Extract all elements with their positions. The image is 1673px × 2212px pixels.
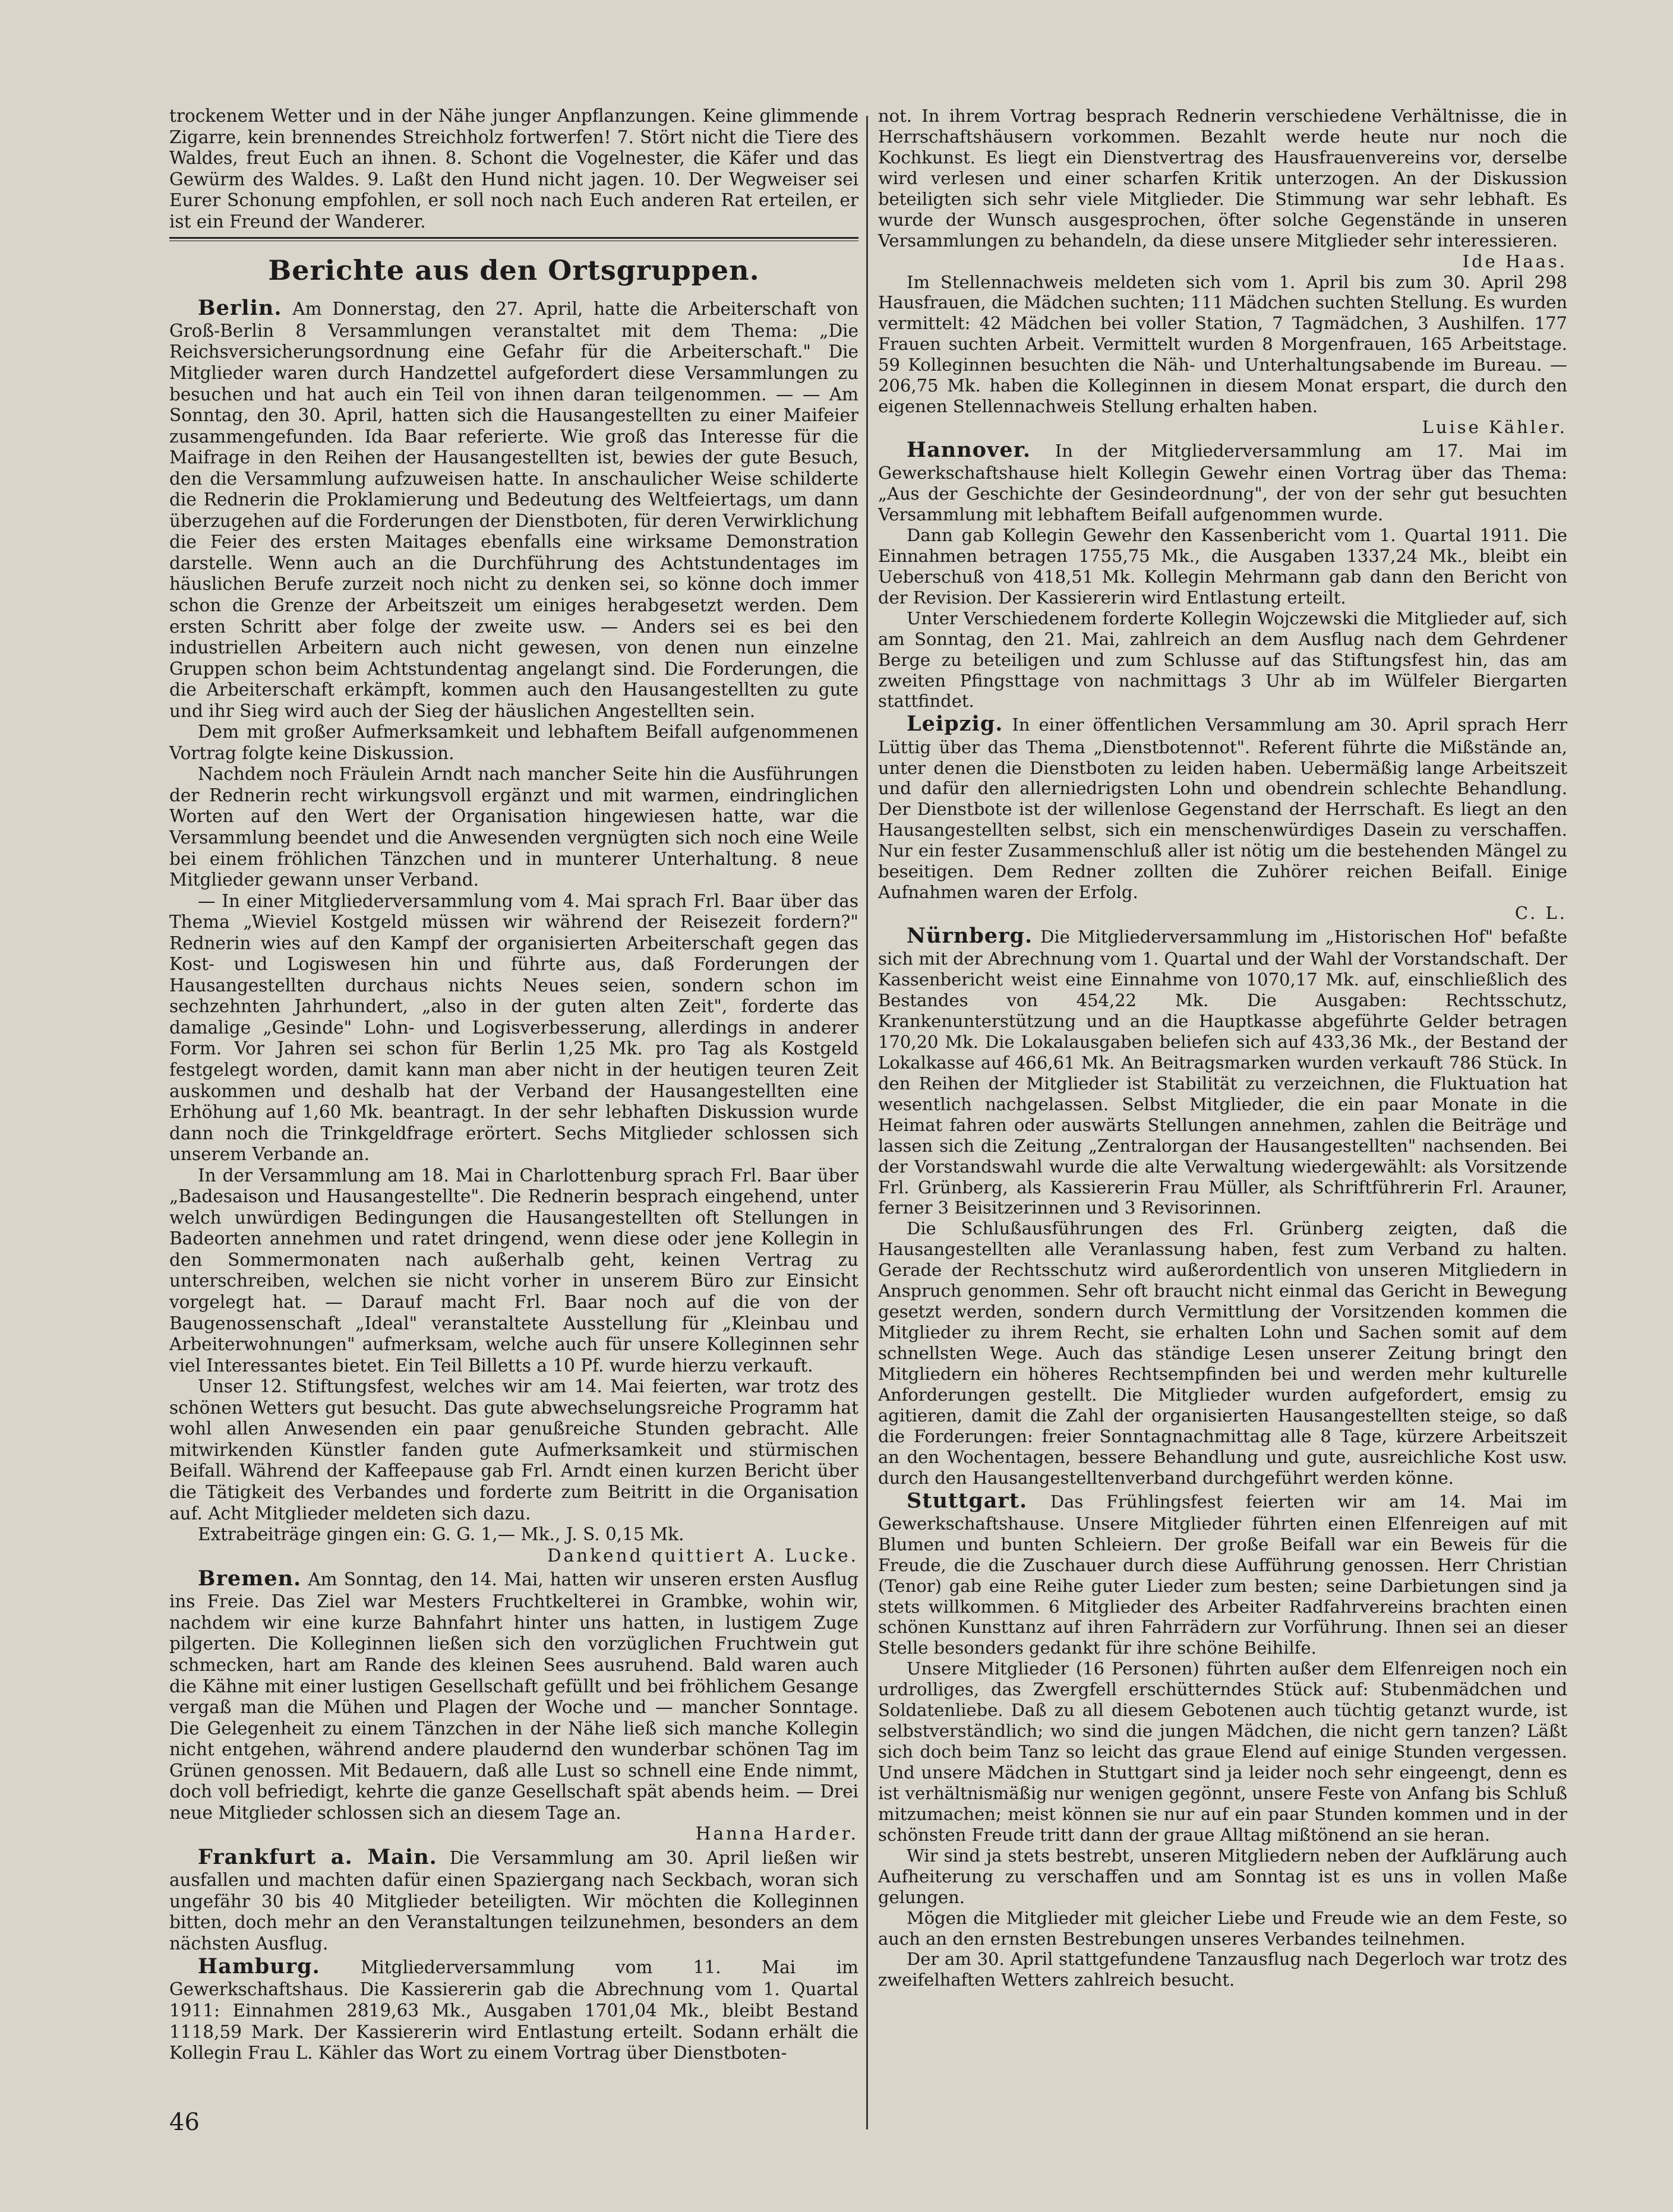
hannover-paragraph-3: Unter Verschiedenem forderte Kollegin Wojczewski die Mitglieder auf, sich am Sonntag, den 21. Mai, zahlreich an dem Ausflug nach dem Gehrdener Berge zu beteiligen und zum Schlusse auf das Stiftungsfest hin, das am zweiten Pfingsttage von nachmittags 3 Uhr ab im Wülfeler Biergarten stattfindet. — [878, 608, 1567, 712]
berlin-paragraph-5: In der Versammlung am 18. Mai in Charlottenburg sprach Frl. Baar über „Badesaison und Hausangestellte". Die Rednerin besprach eingehend, unter welch unwürdigen Bedingungen die Hausangestellten oft Stellungen in Badeorten annehmen und ratet dringend, wenn diese oder jene Kollegin in den Sommermonaten nach außerhalb geht, keinen Vertrag zu unterschreiben, welchen sie nicht vorher in unserem Büro zur Einsicht vorgelegt hat. — Darauf macht Frl. Baar noch auf die von der Baugenossenschaft „Ideal" veranstaltete Ausstellung für „Kleinbau und Arbeiterwohnungen" aufmerksam, welche auch für unsere Kolleginnen sehr viel Interessantes bietet. Ein Teil Billetts a 10 Pf. wurde hierzu verkauft. — [169, 1165, 858, 1376]
city-heading-stuttgart: Stuttgart. — [907, 1488, 1028, 1513]
report-hamburg — [169, 1954, 858, 2064]
hamburg-signature-1: Ide Haas. — [1462, 251, 1567, 271]
berlin-paragraph-6: Unser 12. Stiftungsfest, welches wir am 14. Mai feierten, war trotz des schönen Wetters gut besucht. Das gute abwechselungsreiche Programm hat wohl allen Anwesenden ein paar genußreiche Stunden gebracht. Alle mitwirkenden Künstler fanden gute Aufmerksamkeit und stürmischen Beifall. Während der Kaffeepause gab Frl. Arndt einen kurzen Bericht über die Tätigkeit des Verbandes und forderte zum Beitritt in die Organisation auf. Acht Mitglieder meldeten sich dazu. — [169, 1376, 858, 1524]
page-number: 46 — [169, 2109, 200, 2136]
section-divider — [169, 237, 858, 241]
stuttgart-paragraph-2: Unsere Mitglieder (16 Personen) führten außer dem Elfenreigen noch ein urdrolliges, das Zwergfell erschütterndes Stück auf: Stubenmädchen und Soldatenliebe. Daß zu all diesem Gebotenen auch tüchtig getanzt wurde, ist selbstverständlich; wo sind die jungen Mädchen, die nicht gern tanzen? Läßt sich doch beim Tanz so leicht das graue Elend auf einige Stunden vergessen. Und unsere Mädchen in Stuttgart sind ja leider noch sehr eingeengt, denn es ist verhältnismäßig nur wenigen gegönnt, unsere Feste von Anfang bis Schluß mitzumachen; meist können sie nur auf ein paar Stunden kommen und in der schönsten Freude tritt dann der graue Alltag mißtönend an sie heran. — [878, 1658, 1567, 1845]
stuttgart-paragraph-3: Wir sind ja stets bestrebt, unseren Mitgliedern neben der Aufklärung auch Aufheiterung zu verschaffen und am Sonntag ist es uns in vollen Maße gelungen. — [878, 1845, 1567, 1907]
leipzig-text-1: In einer öffentlichen Versammlung am 30. April sprach Herr Lüttig über das Thema „Dienstbotennot". Referent führte die Mißstände an, unter denen die Dienstboten zu leiden haben. Uebermäßig lange Arbeitszeit und dafür den allerniedrigsten Lohn und obendrein schlechte Behandlung. Der Dienstbote ist der willenlose Gegenstand der Herrschaft. Es liegt an den Hausangestellten selbst, sich ein menschenwürdiges Dasein zu verschaffen. Nur ein fester Zusammenschluß aller ist nötig um die bestehenden Mängel zu beseitigen. Dem Redner zollten die Zuhörer reichen Beifall. Einige Aufnahmen waren der Erfolg. — [878, 715, 1568, 903]
stuttgart-text-1: Das Frühlingsfest feierten wir am 14. Mai im Gewerkschaftshause. Unsere Mitglieder führten einen Elfenreigen auf mit Blumen und bunten Schleiern. Der große Beifall war ein Beweis für die Freude, die die Zuschauer durch diese Aufführung genossen. Herr Christian (Tenor) gab eine Reihe guter Lieder zum besten; seine Darbietungen sind ja stets willkommen. 6 Mitglieder des Arbeiter Radfahrvereins brachten einen schönen Kunsttanz auf ihren Fahrrädern zur Vorführung. Ihnen sei an dieser Stelle besonders gedankt für ihre schöne Beihilfe. — [878, 1491, 1567, 1658]
city-heading-berlin: Berlin. — [198, 295, 282, 320]
column-rule — [866, 116, 868, 2129]
left-column — [169, 106, 858, 2064]
section-title: Berichte aus den Ortsgruppen. — [268, 254, 760, 287]
berlin-signature: Dankend quittiert A. Lucke. — [547, 1545, 858, 1566]
bremen-text-1: Am Sonntag, den 14. Mai, hatten wir unseren ersten Ausflug ins Freie. Das Ziel war Mesters Fruchtkelterei in Grambke, wohin wir, nachdem wir eine kurze Bahnfahrt hinter uns hatten, in lustigem Zuge pilgerten. Die Kolleginnen ließen sich den vorzüglichen Fruchtwein gut schmecken, hart am Rande des kleinen Sees ausruhend. Bald waren auch die Kähne mit einer lustigen Gesellschaft gefüllt und bei fröhlichem Gesange vergaß man die Mühen und Plagen der Woche und — mancher Sonntage. Die Gelegenheit zu einem Tänzchen in der Nähe ließ sich manche Kollegin nicht entgehen, während andere plaudernd den wunderbar schönen Tag im Grünen genossen. Mit Bedauern, daß alle Lust so schnell eine Ende nimmt, doch voll befriedigt, kehrte die ganze Gesellschaft spät abends heim. — Drei neue Mitglieder schlossen sich an diesem Tage an. — [169, 1569, 858, 1823]
nuernberg-paragraph-2: Die Schlußausführungen des Frl. Grünberg zeigten, daß die Hausangestellten alle Veranlassung haben, fest zum Verband zu halten. Gerade der Rechtsschutz wird außerordentlich von unseren Mitgliedern in Anspruch genommen. Sehr oft braucht nicht einmal das Gericht in Bewegung gesetzt werden, sondern durch Vermittlung der Vorsitzenden kommen die Mitglieder zu ihrem Recht, sie erhalten Lohn und Sachen somit auf dem schnellsten Wege. Auch das ständige Lesen unserer Zeitung bringt den Mitgliedern ein höheres Rechtsempfinden bei und werden mehr kulturelle Anforderungen gestellt. Die Mitglieder wurden aufgefordert, emsig zu agitieren, damit die Zahl der organisierten Hausangestellten steige, so daß die Forderungen: freier Sonntagnachmittag alle 8 Tage, kürzere Arbeitszeit an den Wochentagen, bessere Behandlung und gute, ausreichliche Kost usw. durch den Hausangestelltenverband durchgeführt werden könne. — [878, 1218, 1567, 1488]
berlin-text-1: Am Donnerstag, den 27. April, hatte die Arbeiterschaft von Groß-Berlin 8 Versammlungen veranstaltet mit dem Thema: „Die Reichsversicherungsordnung eine Gefahr für die Arbeiterschaft." Die Mitglieder waren durch Handzettel aufgefordert diese Versammlungen zu besuchen und hat auch ein Teil von ihnen daran teilgenommen. — — Am Sonntag, den 30. April, hatten sich die Hausangestellten zu einer Maifeier zusammengefunden. Ida Baar referierte. Wie groß das Interesse für die Maifrage in den Reihen der Hausangestellten ist, bewies der gute Besuch, den die Versammlung aufzuweisen hatte. In anschaulicher Weise schilderte die Rednerin die Proklamierung und Bedeutung des Weltfeiertags, um dann überzugehen auf die Forderungen der Dienstboten, für deren Verwirklichung die Feier des ersten Maitages ebenfalls eine wirksame Demonstration darstelle. Wenn auch an die Durchführung des Achtstundentages im häuslichen Berufe zurzeit noch nicht zu denken sei, so könne doch immer schon die Grenze der Arbeitszeit um einiges herabgesetzt werden. Dem ersten Schritt aber folge der zweite usw. — Anders sei es bei den industriellen Arbeitern auch nicht gewesen, von denen nun einzelne Gruppen schon beim Achtstundentag angelangt sind. Die Forderungen, die die Arbeiterschaft erkämpft, kommen auch den Hausangestellten zu gute und ihr Sieg wird auch der Sieg der häuslichen Angestellten sein. — [169, 298, 858, 721]
city-heading-hannover: Hannover. — [907, 438, 1031, 462]
city-heading-bremen: Bremen. — [198, 1566, 302, 1591]
hamburg-paragraph-3: Im Stellennachweis meldeten sich vom 1. April bis zum 30. April 298 Hausfrauen, die Mädchen suchten; 111 Mädchen suchten Stellung. Es wurden vermittelt: 42 Mädchen bei voller Station, 7 Tagmädchen, 3 Aushilfen. 177 Frauen suchten Arbeit. Vermittelt wurden 8 Morgenfrauen, 165 Arbeitstage. 59 Kolleginnen besuchten die Näh- und Unterhaltungsabende im Bureau. — 206,75 Mk. haben die Kolleginnen in diesem Monat erspart, die durch den eigenen Stellennachweis Stellung erhalten haben. — [878, 271, 1567, 417]
report-hannover — [878, 438, 1567, 525]
nuernberg-text-1: Die Mitgliederversammlung im „Historischen Hof" befaßte sich mit der Abrechnung vom 1. Quartal und der Wahl der Vorstandschaft. Der Kassenbericht weist eine Einnahme von 1070,17 Mk. auf, einschließlich des Bestandes von 454,22 Mk. Die Ausgaben: Rechtsschutz, Krankenunterstützung und an die Hauptkasse abgeführte Gelder betragen 170,20 Mk. Die Lokalausgaben beliefen sich auf 433,36 Mk., der Bestand der Lokalkasse auf 466,61 Mk. An Beitragsmarken wurden verkauft 786 Stück. In den Reihen der Mitglieder ist Stabilität zu verzeichnen, die Fluktuation hat wesentlich nachgelassen. Selbst Mitglieder, die ein paar Monate in die Heimat fahren oder auswärts Stellungen annehmen, zahlen die Beiträge und lassen sich die Zeitung „Zentralorgan der Hausangestellten" nachsenden. Bei der Vorstandswahl wurde die alte Verwaltung wiedergewählt: als Vorsitzende Frl. Grünberg, als Kassiererin Frau Müller, als Schriftführerin Frl. Arauner, ferner 3 Beisitzerinnen und 3 Revisorinnen. — [878, 927, 1567, 1218]
intro-paragraph: trockenem Wetter und in der Nähe junger Anpflanzungen. Keine glimmende Zigarre, kein brennendes Streichholz fortwerfen! 7. Stört nicht die Tiere des Waldes, freut Euch an ihnen. 8. Schont die Vogelnester, die Käfer und das Gewürm des Waldes. 9. Laßt den Hund nicht jagen. 10. Der Wegweiser sei Eurer Schonung empfohlen, er soll noch nach Euch anderen Rat erteilen, er ist ein Freund der Wanderer. — [169, 106, 858, 232]
city-heading-nuernberg: Nürnberg. — [907, 924, 1033, 949]
report-nuernberg — [878, 924, 1567, 1218]
city-heading-hamburg: Hamburg. — [198, 1954, 320, 1979]
hamburg-text-1: Mitgliederversammlung vom 11. Mai im Gewerkschaftshaus. Die Kassiererin gab die Abrechnung vom 1. Quartal 1911: Einnahmen 2819,63 Mk., Ausgaben 1701,04 Mk., bleibt Bestand 1118,59 Mark. Der Kassiererin wird Entlastung erteilt. Sodann erhält die Kollegin Frau L. Kähler das Wort zu einem Vortrag über Dienstboten- — [169, 1957, 858, 2064]
right-column — [878, 106, 1567, 1990]
hamburg-paragraph-2: not. In ihrem Vortrag besprach Rednerin verschiedene Verhältnisse, die in Herrschaftshäusern vorkommen. Bezahlt werde heute nur noch die Kochkunst. Es liegt ein Dienstvertrag des Hausfrauenvereins vor, derselbe wird verlesen und einer scharfen Kritik unterzogen. An der Diskussion beteiligten sich sehr viele Mitglieder. Die Stimmung war sehr lebhaft. Es wurde der Wunsch ausgesprochen, öfter solche Gegenstände in unseren Versammlungen zu behandeln, da diese unsere Mitglieder sehr interessieren. — [878, 106, 1567, 251]
berlin-paragraph-7: Extrabeiträge gingen ein: G. G. 1,— Mk., J. S. 0,15 Mk. — [198, 1524, 684, 1545]
hannover-paragraph-2: Dann gab Kollegin Gewehr den Kassenbericht vom 1. Quartal 1911. Die Einnahmen betragen 1755,75 Mk., die Ausgaben 1337,24 Mk., bleibt ein Ueberschuß von 418,51 Mk. Kollegin Mehrmann gab dann den Bericht von der Revision. Der Kassiererin wird Entlastung erteilt. — [878, 524, 1567, 608]
leipzig-signature: C. L. — [1514, 903, 1567, 924]
report-stuttgart — [878, 1489, 1567, 1659]
hamburg-signature-2: Luise Kähler. — [1422, 417, 1567, 438]
report-berlin — [169, 296, 858, 722]
report-leipzig — [878, 712, 1567, 903]
report-frankfurt — [169, 1845, 858, 1954]
berlin-paragraph-3: Nachdem noch Fräulein Arndt nach mancher Seite hin die Ausführungen der Rednerin recht wirkungsvoll ergänzt und mit warmen, eindringlichen Worten auf den Wert der Organisation hingewiesen hatte, war die Versammlung beendet und die Anwesenden vergnügten sich noch eine Weile bei einem fröhlichen Tänzchen und in munterer Unterhaltung. 8 neue Mitglieder gewann unser Verband. — [169, 764, 858, 890]
berlin-paragraph-2: Dem mit großer Aufmerksamkeit und lebhaftem Beifall aufgenommenen Vortrag folgte keine Diskussion. — [169, 722, 858, 763]
bremen-signature: Hanna Harder. — [695, 1824, 858, 1844]
stuttgart-paragraph-5: Der am 30. April stattgefundene Tanzausflug nach Degerloch war trotz des zweifelhaften Wetters zahlreich besucht. — [878, 1949, 1567, 1990]
city-heading-frankfurt: Frankfurt a. Main. — [198, 1844, 437, 1869]
stuttgart-paragraph-4: Mögen die Mitglieder mit gleicher Liebe und Freude wie an dem Feste, so auch an den ernsten Bestrebungen unseres Verbandes teilnehmen. — [878, 1907, 1567, 1949]
city-heading-leipzig: Leipzig. — [907, 712, 1003, 737]
frankfurt-text-1: Die Versammlung am 30. April ließen wir ausfallen und machten dafür einen Spaziergang nach Seckbach, woran sich ungefähr 30 bis 40 Mitglieder beteiligten. Wir möchten die Kolleginnen bitten, doch mehr an den Veranstaltungen teilzunehmen, besonders an dem nächsten Ausflug. — [169, 1847, 858, 1954]
hannover-text-1: In der Mitgliederversammlung am 17. Mai im Gewerkschaftshause hielt Kollegin Gewehr einen Vortrag über das Thema: „Aus der Geschichte der Gesindeordnung", der von der sehr gut besuchten Versammlung mit lebhaftem Beifall aufgenommen wurde. — [878, 441, 1568, 525]
report-bremen — [169, 1566, 858, 1824]
berlin-paragraph-4: — In einer Mitgliederversammlung vom 4. Mai sprach Frl. Baar über das Thema „Wieviel Kostgeld müssen wir während der Reisezeit fordern?" Rednerin wies auf den Kampf der organisierten Arbeiterschaft gegen das Kost- und Logiswesen hin und führte aus, daß Forderungen der Hausangestellten durchaus nichts Neues seien, sondern schon im sechzehnten Jahrhundert, „also in der guten alten Zeit", forderte das damalige „Gesinde" Lohn- und Logisverbesserung, allerdings in anderer Form. Vor Jahren sei schon für Berlin 1,25 Mk. pro Tag als Kostgeld festgelegt worden, damit kann man aber nicht in der heutigen teuren Zeit auskommen und deshalb hat der Verband der Hausangestellten eine Erhöhung auf 1,60 Mk. beantragt. In der sehr lebhaften Diskussion wurde dann noch die Trinkgeldfrage erörtert. Sechs Mitglieder schlossen sich unserem Verbande an. — [169, 890, 858, 1165]
